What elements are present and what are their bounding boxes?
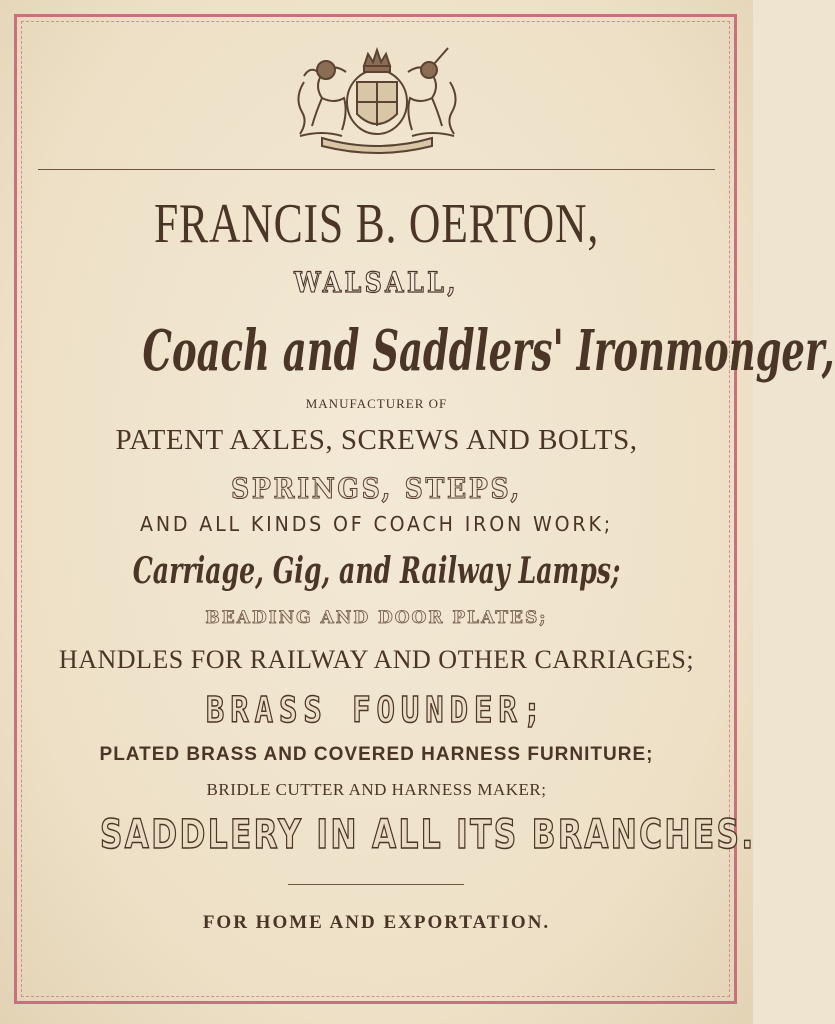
trade-title: Coach and Saddlers' Ironmonger, xyxy=(142,318,835,384)
merchant-name: FRANCIS B. OERTON, xyxy=(153,193,600,255)
product-line-springs: SPRINGS, STEPS, xyxy=(231,472,522,505)
royal-coat-of-arms-icon xyxy=(282,42,472,154)
product-line-handles: HANDLES FOR RAILWAY AND OTHER CARRIAGES; xyxy=(58,645,695,674)
product-line-bridle-cutter: BRIDLE CUTTER AND HARNESS MAKER; xyxy=(206,780,547,799)
town-name: WALSALL, xyxy=(293,266,460,299)
bottom-divider xyxy=(288,884,464,885)
top-divider xyxy=(38,169,715,170)
product-line-iron-work: AND ALL KINDS OF COACH IRON WORK; xyxy=(139,512,614,536)
product-line-brass-founder: BRASS FOUNDER; xyxy=(205,690,548,731)
manufacturer-of-label: MANUFACTURER OF xyxy=(305,396,448,411)
product-line-saddlery: SADDLERY IN ALL ITS BRANCHES. xyxy=(99,812,756,858)
footer-tagline: FOR HOME AND EXPORTATION. xyxy=(202,912,551,933)
product-line-axles: PATENT AXLES, SCREWS AND BOLTS, xyxy=(115,424,638,456)
product-line-beading: BEADING AND DOOR PLATES; xyxy=(205,608,548,628)
product-line-lamps: Carriage, Gig, and Railway Lamps; xyxy=(132,550,621,592)
product-line-harness-furniture: PLATED BRASS AND COVERED HARNESS FURNITURE; xyxy=(99,744,654,765)
